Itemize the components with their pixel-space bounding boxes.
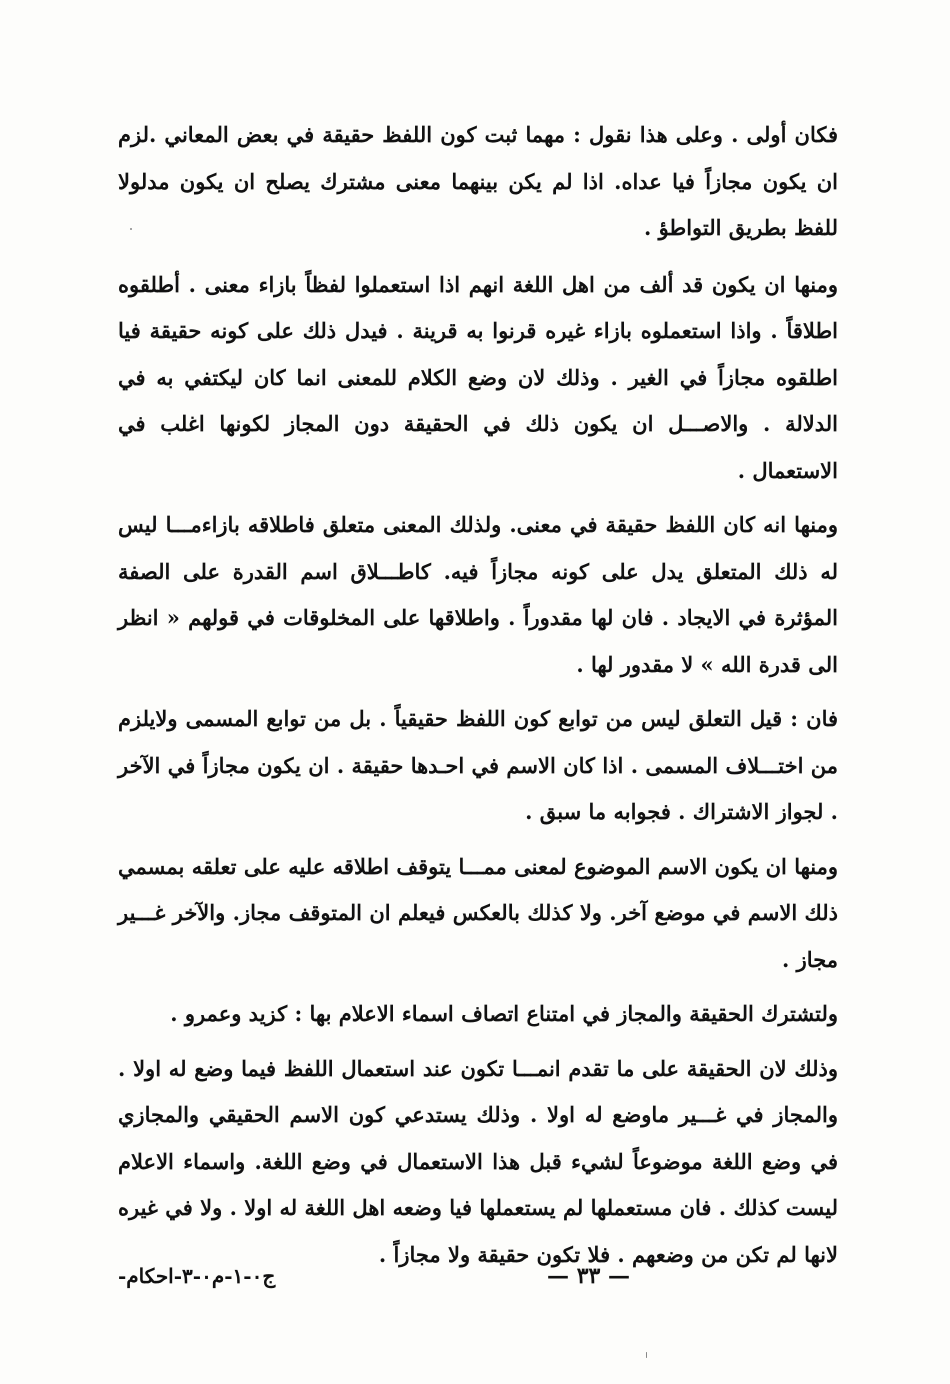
scan-speck [646,1352,647,1358]
printer-signature: ج٠-١-م٠-٣-احكام- [118,1264,276,1288]
paragraph-6: ولتشترك الحقيقة والمجاز في امتناع اتصاف اسماء الاعلام بها : كزيد وعمرو . [170,1001,838,1026]
paragraph-3: ومنها انه كان اللفظ حقيقة في معنى. ولذلك المعنى متعلق فاطلاقه بازاءمـــا ليس له ذلك المتعلق يدل على كونه مجازاً فيه. كاطـــلاق اسم القدرة على الصفة المؤثرة في الايجاد . فان لها مقدوراً . واطلاقها على المخلوقات في قولهم « انظر الى قدرة الله » لا مقدور لها . [118,512,838,677]
paragraph-5: ومنها ان يكون الاسم الموضوع لمعنى ممـــا يتوقف اطلاقه عليه على تعلقه بمسمي ذلك الاسم في موضع آخر. ولا كذلك بالعكس فيعلم ان المتوقف مجاز. والآخر غـــير مجاز . [118,853,838,972]
paragraph-2: ومنها ان يكون قد ألف من اهل اللغة انهم اذا استعملوا لفظاً بازاء معنى . أطلقوه اطلاقاً . واذا استعملوه بازاء غيره قرنوا به قرينة . فيدل ذلك على كونه حقيقة فيا اطلقوه مجازاً في الغير . وذلك لان وضع الكلام للمعنى انما كان ليكتفي به في الدلالة . والاصـــل ان يكون ذلك في الحقيقة دون المجاز لكونها اغلب في الاستعمال . [118,271,838,483]
paragraph-7: وذلك لان الحقيقة على ما تقدم انمـــا تكون عند استعمال اللفظ فيما وضع له اولا . والمجاز في غـــير ماوضع له اولا . وذلك يستدعي كون الاسم الحقيقي والمجازي في وضع اللغة موضوعاً لشيء قبل هذا الاستعمال في وضع اللغة. واسماء الاعلام ليست كذلك . فان مستعملها لم يستعملها فيا وضعه اهل اللغة له اولا . ولا في غيره لانها لم تكن من وضعهم . فلا تكون حقيقة ولا مجازاً . [118,1055,838,1267]
scan-speck [130,228,132,230]
paragraph-1: فكان أولى . وعلى هذا نقول : مهما ثبت كون اللفظ حقيقة في بعض المعاني .لزم ان يكون مجازاً فيا عداه. اذا لم يكن بينهما معنى مشترك يصلح ان يكون مدلولا للفظ بطريق التواطؤ . [118,122,838,240]
page-footer [118,1254,838,1298]
main-text [118,112,838,1286]
paragraph-4: فان : قيل التعلق ليس من توابع كون اللفظ حقيقياً . بل من توابع المسمى ولايلزم من اختـــلاف المسمى . اذا كان الاسم في احـدها حقيقة . ان يكون مجازاً في الآخر . لجواز الاشتراك . فجوابه ما سبق . [118,706,838,824]
page-number: — ٣٣ — [547,1263,630,1289]
